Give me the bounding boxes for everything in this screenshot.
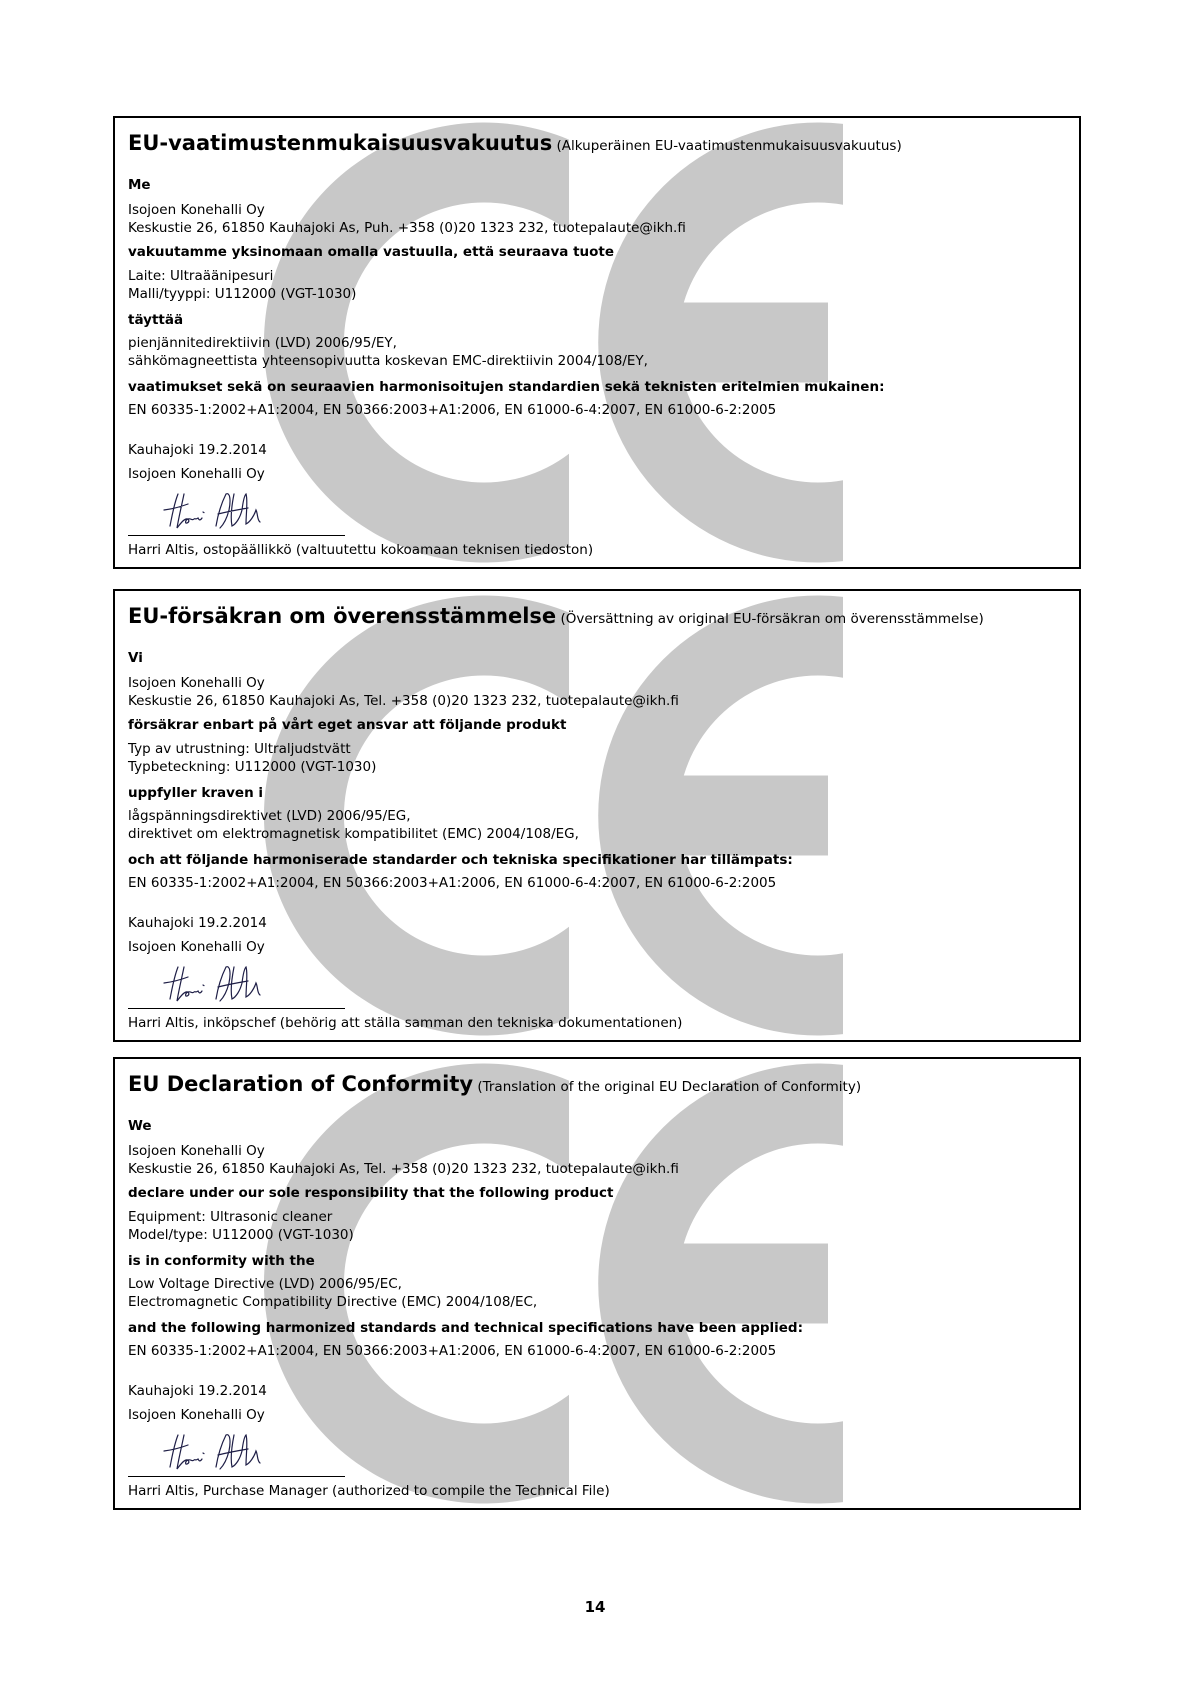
declaration-title — [128, 1071, 861, 1100]
we-label: Me — [128, 177, 151, 193]
title-note: (Translation of the original EU Declaration of Conformity) — [477, 1079, 862, 1095]
declaration-title — [128, 603, 984, 632]
equipment-line: Equipment: Ultrasonic cleaner — [128, 1209, 333, 1225]
declaration-title — [128, 130, 902, 159]
signature — [160, 961, 265, 1005]
declaration-statement: declare under our sole responsibility that the following product — [128, 1185, 614, 1201]
place-date: Kauhajoki 19.2.2014 — [128, 1383, 267, 1399]
ce-letter-e — [598, 1064, 843, 1504]
ce-letter-e — [598, 596, 843, 1036]
declaration-statement: försäkrar enbart på vårt eget ansvar att följande produkt — [128, 717, 567, 733]
conformity-label: täyttää — [128, 312, 184, 328]
model-line: Model/type: U112000 (VGT-1030) — [128, 1227, 354, 1243]
model-line: Malli/tyyppi: U112000 (VGT-1030) — [128, 286, 357, 302]
standards-list: EN 60335-1:2002+A1:2004, EN 50366:2003+A1:2006, EN 61000-6-4:2007, EN 61000-6-2:2005 — [128, 402, 777, 418]
signature-line — [128, 535, 345, 536]
directive-line: Low Voltage Directive (LVD) 2006/95/EC, — [128, 1276, 402, 1292]
declaration-box — [113, 1057, 1081, 1510]
company-name: Isojoen Konehalli Oy — [128, 1143, 265, 1159]
we-label: We — [128, 1118, 152, 1134]
signature — [160, 1429, 265, 1473]
signing-company: Isojoen Konehalli Oy — [128, 939, 265, 955]
place-date: Kauhajoki 19.2.2014 — [128, 442, 267, 458]
title-note: (Alkuperäinen EU-vaatimustenmukaisuusvakuutus) — [556, 138, 902, 154]
directive-line: Electromagnetic Compatibility Directive (EMC) 2004/108/EC, — [128, 1294, 538, 1310]
equipment-line: Laite: Ultraäänipesuri — [128, 268, 274, 284]
standards-intro: vaatimukset sekä on seuraavien harmonisoitujen standardien sekä teknisten eritelmien mukainen: — [128, 379, 885, 395]
directive-line: lågspänningsdirektivet (LVD) 2006/95/EG, — [128, 808, 411, 824]
page-number: 14 — [584, 1598, 606, 1616]
signatory: Harri Altis, Purchase Manager (authorized to compile the Technical File) — [128, 1483, 610, 1499]
signing-company: Isojoen Konehalli Oy — [128, 1407, 265, 1423]
company-address: Keskustie 26, 61850 Kauhajoki As, Puh. +358 (0)20 1323 232, tuotepalaute@ikh.fi — [128, 220, 686, 236]
signature-strokes — [164, 1435, 260, 1469]
title-main: EU-vaatimustenmukaisuusvakuutus — [128, 131, 553, 155]
company-address: Keskustie 26, 61850 Kauhajoki As, Tel. +358 (0)20 1323 232, tuotepalaute@ikh.fi — [128, 693, 679, 709]
model-line: Typbeteckning: U112000 (VGT-1030) — [128, 759, 377, 775]
conformity-label: uppfyller kraven i — [128, 785, 264, 801]
company-address: Keskustie 26, 61850 Kauhajoki As, Tel. +358 (0)20 1323 232, tuotepalaute@ikh.fi — [128, 1161, 679, 1177]
standards-intro: och att följande harmoniserade standarder och tekniska specifikationer har tillämpats: — [128, 852, 793, 868]
declaration-box — [113, 589, 1081, 1042]
signatory: Harri Altis, inköpschef (behörig att ställa samman den tekniska dokumentationen) — [128, 1015, 683, 1031]
directive-line: pienjännitedirektiivin (LVD) 2006/95/EY, — [128, 335, 397, 351]
company-name: Isojoen Konehalli Oy — [128, 202, 265, 218]
signature — [160, 488, 265, 532]
directive-line: sähkömagneettista yhteensopivuutta koskevan EMC-direktiivin 2004/108/EY, — [128, 353, 648, 369]
title-main: EU-försäkran om överensstämmelse — [128, 604, 557, 628]
signatory: Harri Altis, ostopäällikkö (valtuutettu kokoamaan teknisen tiedoston) — [128, 542, 594, 558]
title-note: (Översättning av original EU-försäkran om överensstämmelse) — [560, 611, 984, 627]
ce-letter-e — [598, 122, 843, 562]
signature-line — [128, 1476, 345, 1477]
signature-strokes — [164, 967, 260, 1001]
title-main: EU Declaration of Conformity — [128, 1072, 474, 1096]
signature-strokes — [164, 494, 260, 528]
standards-list: EN 60335-1:2002+A1:2004, EN 50366:2003+A1:2006, EN 61000-6-4:2007, EN 61000-6-2:2005 — [128, 875, 777, 891]
place-date: Kauhajoki 19.2.2014 — [128, 915, 267, 931]
conformity-label: is in conformity with the — [128, 1253, 315, 1269]
directive-line: direktivet om elektromagnetisk kompatibilitet (EMC) 2004/108/EG, — [128, 826, 579, 842]
standards-intro: and the following harmonized standards and technical specifications have been applied: — [128, 1320, 803, 1336]
declaration-statement: vakuutamme yksinomaan omalla vastuulla, että seuraava tuote — [128, 244, 615, 260]
signature-line — [128, 1008, 345, 1009]
standards-list: EN 60335-1:2002+A1:2004, EN 50366:2003+A1:2006, EN 61000-6-4:2007, EN 61000-6-2:2005 — [128, 1343, 777, 1359]
signing-company: Isojoen Konehalli Oy — [128, 466, 265, 482]
declaration-box — [113, 116, 1081, 569]
company-name: Isojoen Konehalli Oy — [128, 675, 265, 691]
we-label: Vi — [128, 650, 143, 666]
equipment-line: Typ av utrustning: Ultraljudstvätt — [128, 741, 351, 757]
